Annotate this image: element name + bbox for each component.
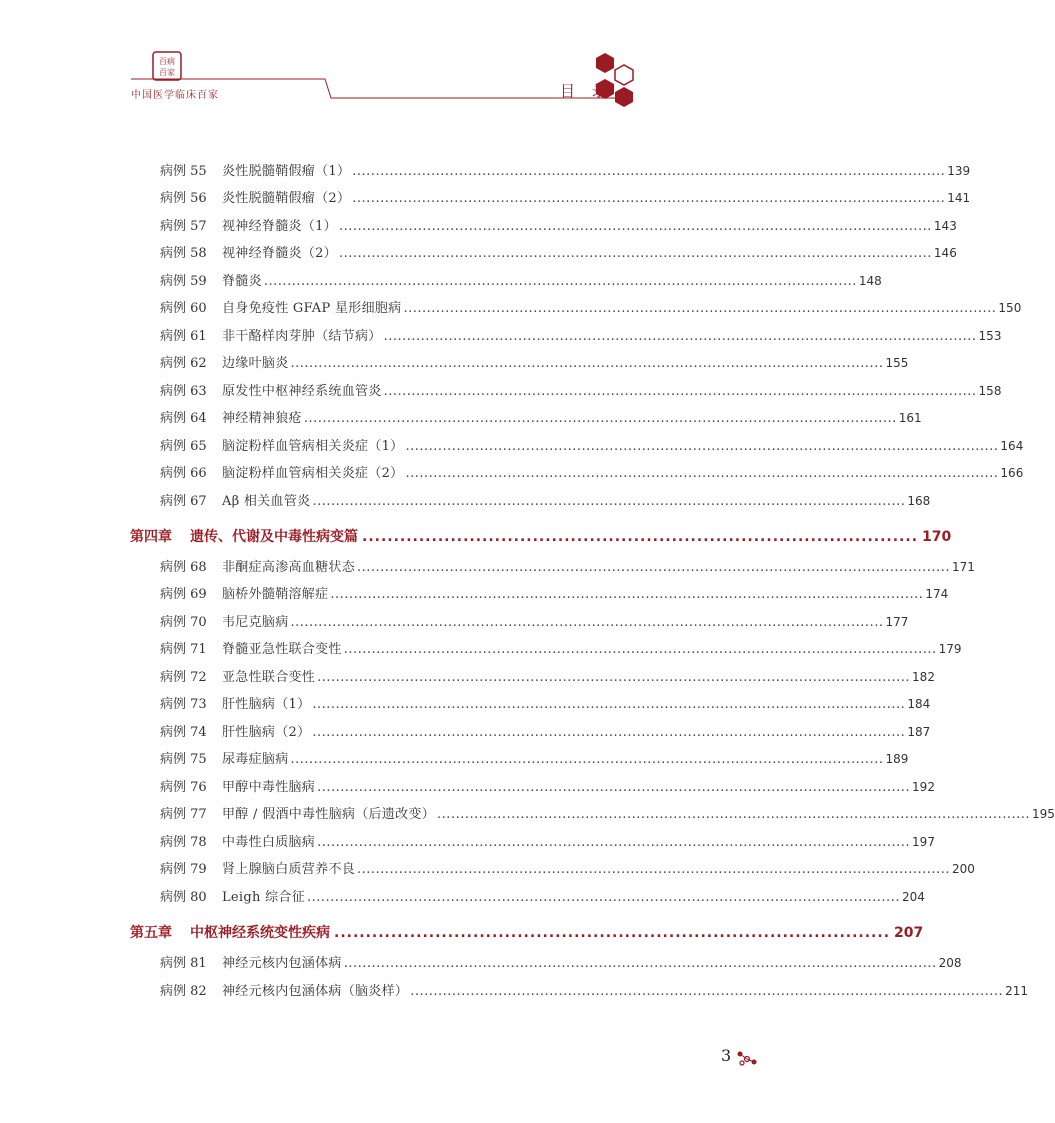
page-ref: 211 bbox=[1005, 984, 1029, 998]
page-ref: 200 bbox=[951, 862, 975, 876]
case-number: 病例 80 bbox=[160, 890, 207, 905]
page-ref: 208 bbox=[938, 956, 962, 970]
toc-entry[interactable] bbox=[160, 435, 1024, 457]
leader-dots: ................................................................................................................................ bbox=[312, 725, 906, 740]
case-number: 病例 70 bbox=[160, 615, 207, 630]
page-ref: 143 bbox=[933, 219, 957, 233]
svg-text:百病: 百病 bbox=[159, 57, 175, 66]
page-ref: 177 bbox=[885, 615, 909, 629]
leader-dots: ................................................................................................................................ bbox=[290, 615, 884, 630]
case-title: 原发性中枢神经系统血管炎 bbox=[222, 384, 382, 399]
case-title: 脑淀粉样血管病相关炎症（1） bbox=[222, 439, 404, 454]
page-ref: 153 bbox=[978, 329, 1002, 343]
leader-dots: ................................................................................................................................ bbox=[290, 752, 884, 767]
toc-entry[interactable] bbox=[160, 886, 925, 908]
leader-dots: ................................................................................................................................ bbox=[410, 984, 1004, 999]
leader-dots: ................................................................................................................................ bbox=[343, 642, 937, 657]
case-number: 病例 72 bbox=[160, 670, 207, 685]
leader-dots: ................................................................................................................................ bbox=[352, 164, 946, 179]
toc-entry[interactable] bbox=[160, 831, 935, 853]
page-ref: 158 bbox=[978, 384, 1002, 398]
leader-dots: ................................................................................................................................ bbox=[307, 890, 900, 905]
page-ref: 164 bbox=[1000, 439, 1024, 453]
toc-entry[interactable] bbox=[160, 980, 1029, 1002]
case-number: 病例 68 bbox=[160, 560, 207, 575]
page-ref: 155 bbox=[885, 356, 909, 370]
leader-dots: ................................................................................................................................ bbox=[403, 301, 997, 316]
case-number: 病例 71 bbox=[160, 642, 207, 657]
case-number: 病例 64 bbox=[160, 411, 207, 426]
leader-dots: ................................................................................................................................ bbox=[437, 807, 1030, 822]
leader-dots: ................................................................................................................................ bbox=[343, 956, 937, 971]
page-ref: 179 bbox=[938, 642, 962, 656]
toc-entry[interactable] bbox=[160, 462, 1024, 484]
toc-entry[interactable] bbox=[160, 215, 957, 237]
case-title: 肾上腺脑白质营养不良 bbox=[222, 862, 356, 877]
case-number: 病例 75 bbox=[160, 752, 207, 767]
case-number: 病例 82 bbox=[160, 984, 207, 999]
page-ref: 187 bbox=[907, 725, 931, 739]
page-ref: 195 bbox=[1031, 807, 1055, 821]
case-number: 病例 76 bbox=[160, 780, 207, 795]
toc-entry[interactable] bbox=[160, 325, 1002, 347]
header-decoration bbox=[0, 0, 800, 110]
toc-entry[interactable] bbox=[160, 803, 1055, 825]
page-ref: 207 bbox=[894, 925, 924, 941]
case-title: Leigh 综合征 bbox=[222, 890, 306, 905]
page-ref: 161 bbox=[898, 411, 922, 425]
case-number: 病例 59 bbox=[160, 274, 207, 289]
leader-dots: ................................................................................................................................ bbox=[317, 670, 911, 685]
toc-entry[interactable] bbox=[160, 556, 975, 578]
page-ref: 168 bbox=[907, 494, 931, 508]
case-title: 脑淀粉样血管病相关炎症（2） bbox=[222, 466, 404, 481]
case-title: 非干酪样肉芽肿（结节病） bbox=[222, 329, 382, 344]
chapter-heading[interactable] bbox=[130, 921, 924, 945]
chapter-title: 中枢神经系统变性疾病 bbox=[190, 925, 330, 941]
case-title: 中毒性白质脑病 bbox=[222, 835, 316, 850]
toc-entry[interactable] bbox=[160, 858, 975, 880]
case-title: 脑桥外髓鞘溶解症 bbox=[222, 587, 329, 602]
case-number: 病例 65 bbox=[160, 439, 207, 454]
case-number: 病例 61 bbox=[160, 329, 207, 344]
toc-entry[interactable] bbox=[160, 748, 909, 770]
case-title: 亚急性联合变性 bbox=[222, 670, 316, 685]
case-title: 视神经脊髓炎（1） bbox=[222, 219, 337, 234]
toc-entry[interactable] bbox=[160, 638, 962, 660]
case-title: 尿毒症脑病 bbox=[222, 752, 289, 767]
leader-dots: ................................................................................................................................ bbox=[383, 384, 977, 399]
page-ref: 192 bbox=[912, 780, 935, 794]
toc-entry[interactable] bbox=[160, 242, 957, 264]
page-ref: 182 bbox=[912, 670, 935, 684]
leader-dots: ........................................................................................ bbox=[362, 529, 919, 545]
leader-dots: ........................................................................................ bbox=[334, 925, 891, 941]
case-title: 自身免疫性 GFAP 星形细胞病 bbox=[222, 301, 402, 316]
page-ref: 184 bbox=[907, 697, 931, 711]
case-number: 病例 67 bbox=[160, 494, 207, 509]
case-number: 病例 57 bbox=[160, 219, 207, 234]
case-number: 病例 77 bbox=[160, 807, 207, 822]
leader-dots: ................................................................................................................................ bbox=[312, 494, 906, 509]
case-title: 神经元核内包涵体病 bbox=[222, 956, 342, 971]
leader-dots: ................................................................................................................................ bbox=[317, 780, 911, 795]
toc-entry[interactable] bbox=[160, 380, 1002, 402]
toc-entry[interactable] bbox=[160, 407, 922, 429]
toc-entry[interactable] bbox=[160, 721, 931, 743]
leader-dots: ................................................................................................................................ bbox=[330, 587, 924, 602]
case-number: 病例 74 bbox=[160, 725, 207, 740]
toc-entry[interactable] bbox=[160, 270, 882, 292]
case-title: 肝性脑病（2） bbox=[222, 725, 311, 740]
toc-entry[interactable] bbox=[160, 583, 949, 605]
case-title: 神经精神狼疮 bbox=[222, 411, 302, 426]
case-title: 炎性脱髓鞘假瘤（2） bbox=[222, 191, 351, 206]
case-number: 病例 55 bbox=[160, 164, 207, 179]
case-number: 病例 60 bbox=[160, 301, 207, 316]
page-ref: 197 bbox=[912, 835, 935, 849]
chapter-heading[interactable] bbox=[130, 525, 952, 549]
page-ref: 166 bbox=[1000, 466, 1024, 480]
series-logo bbox=[153, 52, 181, 80]
case-number: 病例 56 bbox=[160, 191, 207, 206]
case-number: 病例 63 bbox=[160, 384, 207, 399]
leader-dots: ................................................................................................................................ bbox=[405, 466, 999, 481]
leader-dots: ................................................................................................................................ bbox=[357, 560, 950, 575]
leader-dots: ................................................................................................................................ bbox=[383, 329, 977, 344]
page-ref: 150 bbox=[998, 301, 1022, 315]
toc-entry[interactable] bbox=[160, 352, 909, 374]
case-title: 甲醇 / 假酒中毒性脑病（后遗改变） bbox=[222, 807, 436, 822]
toc-entry[interactable] bbox=[160, 776, 935, 798]
leader-dots: ................................................................................................................................ bbox=[263, 274, 857, 289]
series-name: 中国医学临床百家 bbox=[131, 90, 219, 101]
page-ref: 148 bbox=[858, 274, 882, 288]
case-title: 脊髓炎 bbox=[222, 274, 262, 289]
page-ref: 204 bbox=[901, 890, 925, 904]
leader-dots: ................................................................................................................................ bbox=[338, 246, 932, 261]
leader-dots: ................................................................................................................................ bbox=[352, 191, 946, 206]
toc-entry[interactable] bbox=[160, 297, 1022, 319]
case-number: 病例 62 bbox=[160, 356, 207, 371]
page-title: 目 录 bbox=[560, 82, 613, 100]
case-title: 神经元核内包涵体病（脑炎样） bbox=[222, 984, 409, 999]
case-title: 边缘叶脑炎 bbox=[222, 356, 289, 371]
leader-dots: ................................................................................................................................ bbox=[357, 862, 950, 877]
toc-entry[interactable] bbox=[160, 666, 935, 688]
svg-text:百家: 百家 bbox=[159, 68, 175, 77]
case-number: 病例 81 bbox=[160, 956, 207, 971]
page-ref: 170 bbox=[922, 529, 952, 545]
chapter-number: 第五章 bbox=[130, 925, 172, 941]
case-title: 韦尼克脑病 bbox=[222, 615, 289, 630]
leader-dots: ................................................................................................................................ bbox=[303, 411, 897, 426]
case-title: 肝性脑病（1） bbox=[222, 697, 311, 712]
toc-entry[interactable] bbox=[160, 490, 931, 512]
case-number: 病例 78 bbox=[160, 835, 207, 850]
chapter-number: 第四章 bbox=[130, 529, 172, 545]
case-title: 炎性脱髓鞘假瘤（1） bbox=[222, 164, 351, 179]
case-title: 脊髓亚急性联合变性 bbox=[222, 642, 342, 657]
page-ref: 171 bbox=[951, 560, 975, 574]
case-number: 病例 58 bbox=[160, 246, 207, 261]
case-title: 非酮症高渗高血糖状态 bbox=[222, 560, 356, 575]
toc-entry[interactable] bbox=[160, 611, 909, 633]
case-title: 视神经脊髓炎（2） bbox=[222, 246, 337, 261]
case-title: 甲醇中毒性脑病 bbox=[222, 780, 316, 795]
leader-dots: ................................................................................................................................ bbox=[405, 439, 999, 454]
page-ref: 174 bbox=[925, 587, 949, 601]
case-title: Aβ 相关血管炎 bbox=[222, 494, 311, 509]
page-ref: 139 bbox=[947, 164, 971, 178]
toc-entry[interactable] bbox=[160, 187, 971, 209]
case-number: 病例 73 bbox=[160, 697, 207, 712]
page-header bbox=[0, 0, 800, 110]
page-number: 3 bbox=[721, 1046, 732, 1065]
page-ref: 141 bbox=[947, 191, 971, 205]
case-number: 病例 79 bbox=[160, 862, 207, 877]
leader-dots: ................................................................................................................................ bbox=[317, 835, 911, 850]
leader-dots: ................................................................................................................................ bbox=[312, 697, 906, 712]
chapter-title: 遗传、代谢及中毒性病变篇 bbox=[190, 529, 358, 545]
molecule-icon bbox=[736, 1049, 758, 1067]
leader-dots: ................................................................................................................................ bbox=[290, 356, 884, 371]
case-number: 病例 66 bbox=[160, 466, 207, 481]
toc-entry[interactable] bbox=[160, 952, 962, 974]
case-number: 病例 69 bbox=[160, 587, 207, 602]
page-ref: 146 bbox=[933, 246, 957, 260]
toc-entry[interactable] bbox=[160, 693, 931, 715]
leader-dots: ................................................................................................................................ bbox=[338, 219, 932, 234]
toc-entry[interactable] bbox=[160, 160, 971, 182]
page-ref: 189 bbox=[885, 752, 909, 766]
